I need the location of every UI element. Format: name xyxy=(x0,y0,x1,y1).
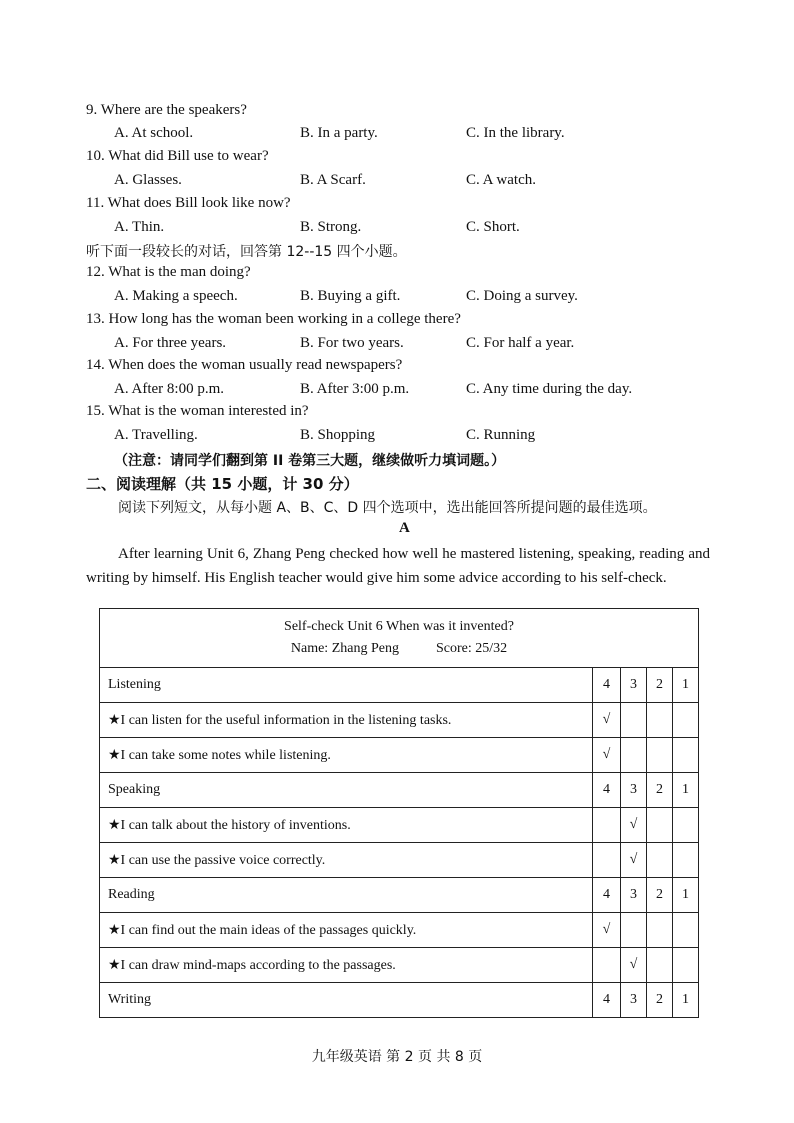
option-c: C. In the library. xyxy=(466,125,565,141)
option-a: A. Travelling. xyxy=(114,427,198,443)
check-mark: √ xyxy=(593,703,621,738)
student-name: Name: Zhang Peng xyxy=(290,641,399,656)
option-b: B. Buying a gift. xyxy=(300,288,401,304)
row-label: ★I can talk about the history of inventions. xyxy=(100,808,593,843)
empty-cell xyxy=(621,703,647,738)
empty-cell xyxy=(673,808,699,843)
check-mark: √ xyxy=(621,948,647,983)
scale-value: 1 xyxy=(673,983,699,1018)
scale-value: 3 xyxy=(621,983,647,1018)
scale-value: 1 xyxy=(673,773,699,808)
empty-cell xyxy=(621,913,647,948)
table-name-score xyxy=(100,638,698,660)
row-label: Reading xyxy=(100,878,593,913)
score: Score: 25/32 xyxy=(435,641,508,656)
empty-cell xyxy=(673,913,699,948)
table-row-skill xyxy=(100,878,699,913)
question-11: 11. What does Bill look like now? xyxy=(86,195,291,211)
question-9: 9. Where are the speakers? xyxy=(86,102,247,118)
table-row-statement xyxy=(100,843,699,878)
table-header xyxy=(100,609,699,668)
listening-note: （注意：请同学们翻到第 II 卷第三大题，继续做听力填词题。） xyxy=(114,453,506,469)
check-mark: √ xyxy=(621,843,647,878)
option-a: A. Making a speech. xyxy=(114,288,238,304)
scale-value: 4 xyxy=(593,983,621,1018)
question-10: 10. What did Bill use to wear? xyxy=(86,148,269,164)
empty-cell xyxy=(673,948,699,983)
row-label: Listening xyxy=(100,668,593,703)
option-c: C. Running xyxy=(466,427,536,443)
option-a: A. Thin. xyxy=(114,219,165,235)
empty-cell xyxy=(593,948,621,983)
option-c: C. Doing a survey. xyxy=(466,288,578,304)
option-b: B. A Scarf. xyxy=(300,172,366,188)
empty-cell xyxy=(647,843,673,878)
scale-value: 3 xyxy=(621,773,647,808)
table-row-statement xyxy=(100,703,699,738)
empty-cell xyxy=(673,843,699,878)
option-c: C. For half a year. xyxy=(466,335,575,351)
row-label: ★I can take some notes while listening. xyxy=(100,738,593,773)
option-a: A. At school. xyxy=(114,125,194,141)
scale-value: 3 xyxy=(621,668,647,703)
option-b: B. After 3:00 p.m. xyxy=(300,381,410,397)
option-a: A. For three years. xyxy=(114,335,227,351)
question-14: 14. When does the woman usually read newspapers? xyxy=(86,357,403,373)
option-c: C. Short. xyxy=(466,219,520,235)
row-label: Speaking xyxy=(100,773,593,808)
scale-value: 2 xyxy=(647,668,673,703)
table-row-skill xyxy=(100,668,699,703)
table-row-statement xyxy=(100,808,699,843)
option-b: B. Strong. xyxy=(300,219,362,235)
scale-value: 4 xyxy=(593,773,621,808)
option-b: B. Shopping xyxy=(300,427,376,443)
empty-cell xyxy=(647,808,673,843)
table-row-skill xyxy=(100,773,699,808)
option-b: B. For two years. xyxy=(300,335,404,351)
empty-cell xyxy=(621,738,647,773)
scale-value: 1 xyxy=(673,668,699,703)
scale-value: 4 xyxy=(593,668,621,703)
long-dialogue-instruction: 听下面一段较长的对话，回答第 12--15 四个小题。 xyxy=(86,244,407,260)
scale-value: 1 xyxy=(673,878,699,913)
passage-text: After learning Unit 6, Zhang Peng checked how well he mastered listening, speaking, reading and writing by himself. His English teacher would give him some advice according to his self-check. xyxy=(86,546,710,586)
check-mark: √ xyxy=(593,913,621,948)
passage-letter: A xyxy=(399,520,410,536)
row-label: ★I can listen for the useful information in the listening tasks. xyxy=(100,703,593,738)
question-15: 15. What is the woman interested in? xyxy=(86,403,309,419)
table-row-skill xyxy=(100,983,699,1018)
scale-value: 2 xyxy=(647,983,673,1018)
scale-value: 2 xyxy=(647,878,673,913)
scale-value: 4 xyxy=(593,878,621,913)
option-a: A. Glasses. xyxy=(114,172,182,188)
page-footer: 九年级英语 第 2 页 共 8 页 xyxy=(311,1049,483,1065)
empty-cell xyxy=(673,738,699,773)
question-12: 12. What is the man doing? xyxy=(86,264,251,280)
option-b: B. In a party. xyxy=(300,125,378,141)
table-row-statement xyxy=(100,913,699,948)
scale-value: 3 xyxy=(621,878,647,913)
empty-cell xyxy=(647,738,673,773)
table-row-statement xyxy=(100,738,699,773)
empty-cell xyxy=(647,703,673,738)
row-label: ★I can find out the main ideas of the passages quickly. xyxy=(100,913,593,948)
option-c: C. Any time during the day. xyxy=(466,381,633,397)
check-mark: √ xyxy=(593,738,621,773)
section-2-title: 二、阅读理解（共 15 小题，计 30 分） xyxy=(86,475,359,493)
scale-value: 2 xyxy=(647,773,673,808)
option-a: A. After 8:00 p.m. xyxy=(114,381,224,397)
option-c: C. A watch. xyxy=(466,172,536,188)
section-2-instruction: 阅读下列短文，从每小题 A、B、C、D 四个选项中，选出能回答所提问题的最佳选项。 xyxy=(118,500,657,516)
table-title: Self-check Unit 6 When was it invented? xyxy=(284,619,514,634)
empty-cell xyxy=(593,808,621,843)
row-label: ★I can use the passive voice correctly. xyxy=(100,843,593,878)
table-row-statement xyxy=(100,948,699,983)
empty-cell xyxy=(593,843,621,878)
empty-cell xyxy=(673,703,699,738)
self-check-table xyxy=(99,608,699,1018)
row-label: Writing xyxy=(100,983,593,1018)
empty-cell xyxy=(647,948,673,983)
row-label: ★I can draw mind-maps according to the passages. xyxy=(100,948,593,983)
check-mark: √ xyxy=(621,808,647,843)
question-13: 13. How long has the woman been working in a college there? xyxy=(86,311,461,327)
empty-cell xyxy=(647,913,673,948)
table-header-row xyxy=(100,609,699,668)
